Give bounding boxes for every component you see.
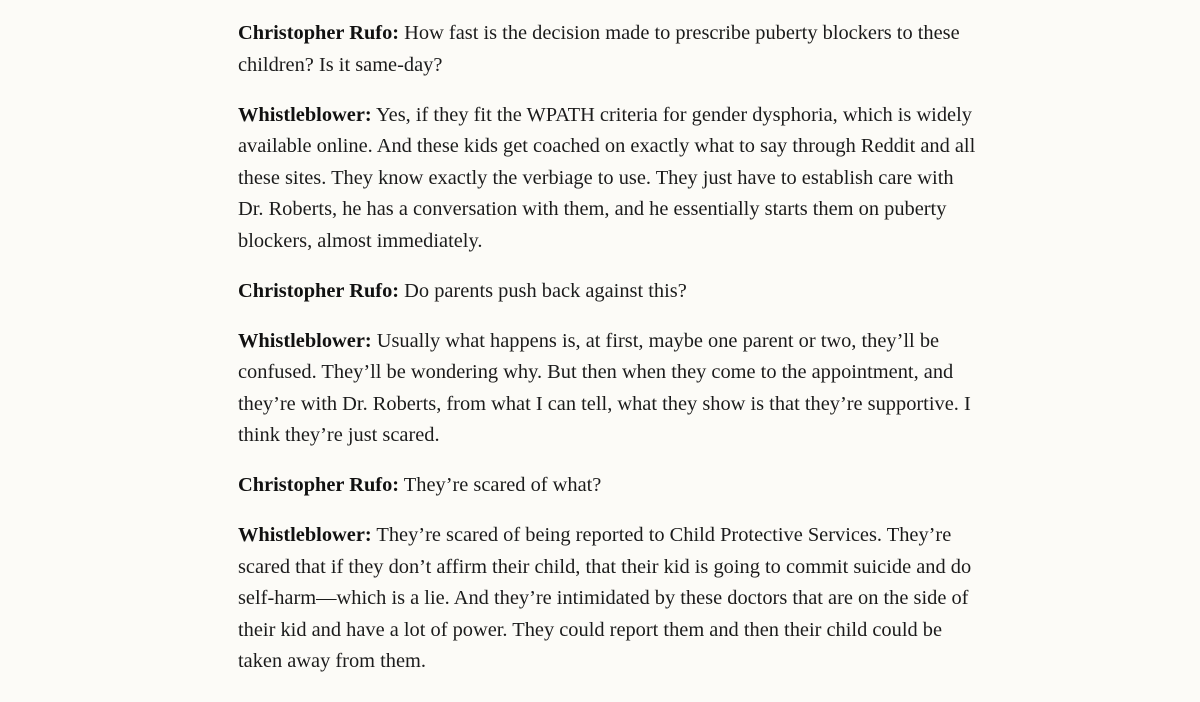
speech-text: Usually what happens is, at first, maybe one parent or two, they’ll be confused. They’ll be wondering why. But then when they come to the appointment, and they’re with Dr. Roberts, from what I can tell, what they show is that they’re supportive. I think they’re just scared. (238, 329, 971, 446)
transcript-paragraph (238, 18, 983, 81)
speaker-name: Christopher Rufo: (238, 279, 400, 302)
transcript-paragraph (238, 326, 983, 452)
speech-text: How fast is the decision made to prescribe puberty blockers to these children? Is it same-day? (238, 22, 960, 76)
speaker-name: Whistleblower: (238, 103, 372, 126)
speech-text: They’re scared of what? (403, 474, 602, 496)
speaker-name: Whistleblower: (238, 524, 372, 546)
article-body (238, 18, 983, 696)
transcript-paragraph (238, 520, 983, 678)
speaker-name: Christopher Rufo: (238, 22, 400, 44)
transcript-paragraph (238, 276, 983, 308)
speech-text: They’re scared of being reported to Child Protective Services. They’re scared that if they don’t affirm their child, that their kid is going to commit suicide and do self-harm—which is a lie. And they’re intimidated by these doctors that are on the side of their kid and have a lot of power. They could report them and then their child could be taken away from them. (238, 524, 972, 672)
speech-text: Yes, if they fit the WPATH criteria for gender dysphoria, which is widely available online. And these kids get coached on exactly what to say through Reddit and all these sites. They know exactly the verbiage to use. They just have to establish care with Dr. Roberts, he has a conversation with them, and he essentially starts them on puberty blockers, almost immediately. (238, 103, 976, 252)
transcript-paragraph (238, 470, 983, 502)
speaker-name: Whistleblower: (238, 329, 372, 352)
speech-text: Do parents push back against this? (404, 279, 687, 302)
transcript-paragraph (238, 100, 983, 258)
speaker-name: Christopher Rufo: (238, 474, 400, 496)
